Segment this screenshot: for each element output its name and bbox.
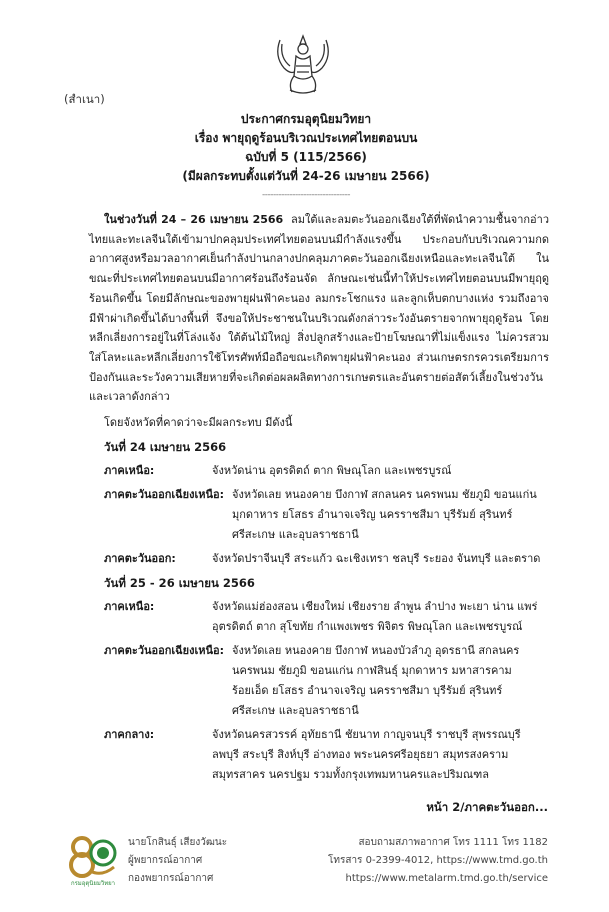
contact-service-link[interactable]: https://www.metalarm.tmd.go.th/service (345, 873, 548, 885)
announcement-effective-dates: (มีผลกระทบตั้งแต่วันที่ 24-26 เมษายน 2566) (182, 169, 430, 183)
region-label: ภาคกลาง: (104, 728, 155, 742)
document-header (64, 32, 548, 106)
logo-text: กรมอุตุนิยมวิทยา (70, 880, 116, 888)
affected-intro: โดยจังหวัดที่คาดว่าจะมีผลกระทบ มีดังนี้ (104, 416, 293, 430)
announcement-title: ประกาศกรมอุตุนิยมวิทยา (240, 112, 372, 126)
region-provinces: จังหวัดเลย หนองคาย บึงกาฬ สกลนคร นครพนม ชัยภูมิ ขอนแก่น มุกดาหาร ยโสธร อำนาจเจริญ นครราชสีมา บุรีรัมย์ สุรินทร์ ศรีสะเกษ และอุบลราชธานี (232, 488, 537, 542)
region-row (104, 549, 549, 569)
signatory-title: ผู้พยากรณ์อากาศ (128, 855, 203, 867)
title-block (64, 110, 548, 186)
region-row (104, 597, 549, 637)
region-label: ภาคเหนือ: (104, 464, 155, 478)
region-label: ภาคตะวันออกเฉียงเหนือ: (104, 644, 225, 658)
signatory-division: กองพยากรณ์อากาศ (128, 873, 214, 885)
region-label: ภาคตะวันออก: (104, 552, 176, 566)
garuda-emblem-icon (272, 32, 334, 98)
paragraph-lead: ในช่วงวันที่ 24 – 26 เมษายน 2566 (104, 213, 284, 226)
region-provinces: จังหวัดแม่ฮ่องสอน เชียงใหม่ เชียงราย ลำพูน ลำปาง พะเยา น่าน แพร่ อุตรดิตถ์ ตาก สุโขทัย กำแพงเพชร พิจิตร พิษณุโลก และเพชรบูรณ์ (212, 600, 538, 634)
signatory-name: นายโกสินธุ์ เสียงวัฒนะ (128, 837, 228, 849)
announcement-issue: ฉบับที่ 5 (115/2566) (245, 150, 367, 164)
region-provinces: จังหวัดเลย หนองคาย บึงกาฬ หนองบัวลำภู อุดรธานี สกลนคร นครพนม ชัยภูมิ ขอนแก่น กาฬสินธุ์ มุกดาหาร มหาสารคาม ร้อยเอ็ด ยโสธร อำนาจเจริญ นครราชสีมา บุรีรัมย์ สุรินทร์ ศรีสะเกษ และอุบลราชธานี (232, 644, 520, 718)
main-paragraph (89, 210, 549, 407)
region-row (104, 725, 549, 785)
signatory-block (128, 834, 318, 888)
region-provinces: จังหวัดนครสวรรค์ อุทัยธานี ชัยนาท กาญจนบุรี ราชบุรี สุพรรณบุรี ลพบุรี สระบุรี สิงห์บุรี อ่างทอง พระนครศรีอยุธยา สมุทรสงคราม สมุทรสาคร นครปฐม รวมทั้งกรุงเทพมหานครและปริมณฑล (212, 728, 521, 782)
contact-fax-website[interactable]: โทรสาร 0-2399-4012, https://www.tmd.go.th (328, 855, 548, 867)
region-row (104, 485, 549, 545)
next-page-reference: หน้า 2/ภาคตะวันออก... (426, 800, 548, 815)
contact-phone: สอบถามสภาพอากาศ โทร 1111 โทร 1182 (358, 837, 548, 849)
region-provinces: จังหวัดน่าน อุตรดิตถ์ ตาก พิษณุโลก และเพชรบูรณ์ (212, 464, 452, 478)
tmd-logo-icon (68, 831, 118, 887)
footer (64, 831, 548, 888)
paragraph-text: ลมใต้และลมตะวันออกเฉียงใต้ที่พัดนำความชื้นจากอ่าวไทยและทะเลจีนใต้เข้ามาปกคลุมประเทศไทยตอนบนมีกำลังแรงขึ้น ประกอบกับบริเวณความกดอากาศสูงหรือมวลอากาศเย็นกำลังปานกลางปกคลุมภาคตะวันออกเฉียงเหนือและทะเลจีนใต้ ในขณะที่ประเทศไทยตอนบนมีอากาศร้อนถึงร้อนจัด ลักษณะเช่นนี้ทำให้ประเทศไทยตอนบนมีพายุฤดูร้อนเกิดขึ้น โดยมีลักษณะของพายุฝนฟ้าคะนอง ลมกระโชกแรง และลูกเห็บตกบางแห่ง รวมถึงอาจมีฟ้าผ่าเกิดขึ้นได้บางพื้นที่ จึงขอให้ประชาชนในบริเวณดังกล่าวระวังอันตรายจากพายุฤดูร้อน โดยหลีกเลี่ยงการอยู่ในที่โล่งแจ้ง ใต้ต้นไม้ใหญ่ สิ่งปลูกสร้างและป้ายโฆษณาที่ไม่แข็งแรง ไม่ควรสวมใส่โลหะและหลีกเลี่ยงการใช้โทรศัพท์มือถือขณะเกิดพายุฝนฟ้าคะนอง ส่วนเกษตรกรควรเตรียมการป้องกันและระวังความเสียหายที่จะเกิดต่อผลผลิตทางการเกษตรและอันตรายต่อสัตว์เลี้ยงในช่วงวันและเวลาดังกล่าว (89, 213, 549, 404)
separator: -------------------------------- (262, 190, 350, 200)
contact-block (328, 834, 548, 888)
region-label: ภาคตะวันออกเฉียงเหนือ: (104, 488, 225, 502)
region-label: ภาคเหนือ: (104, 600, 155, 614)
announcement-subject: เรื่อง พายุฤดูร้อนบริเวณประเทศไทยตอนบน (194, 131, 418, 145)
copy-mark: (สำเนา) (64, 92, 105, 106)
region-row (104, 461, 549, 481)
day-heading: วันที่ 25 - 26 เมษายน 2566 (104, 576, 255, 591)
region-provinces: จังหวัดปราจีนบุรี สระแก้ว ฉะเชิงเทรา ชลบุรี ระยอง จันทบุรี และตราด (212, 552, 541, 566)
day-heading: วันที่ 24 เมษายน 2566 (104, 440, 227, 455)
region-row (104, 641, 549, 721)
